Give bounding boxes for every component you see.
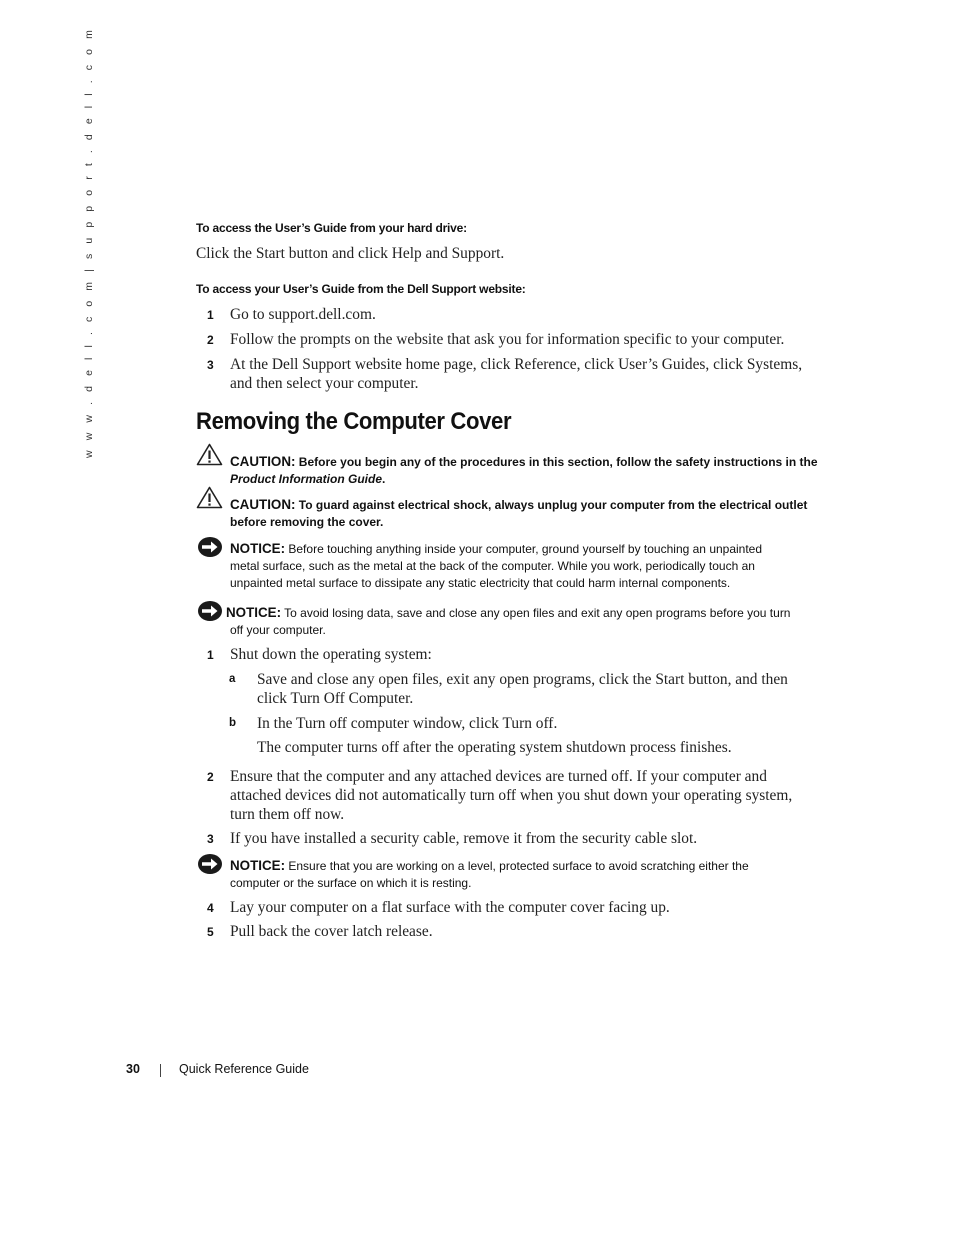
substep-letter: b <box>229 717 237 729</box>
notice-icon <box>197 853 223 875</box>
procedure-step-2: Ensure that the computer and any attached devices are turned off. If your computer and attached devices did not automatically turn off when you shut down your operating system, turn them off now. <box>230 768 793 823</box>
footer-title: Quick Reference Guide <box>179 1062 309 1076</box>
notice-icon <box>197 600 223 622</box>
page-number: 30 <box>126 1062 140 1076</box>
hard-drive-instruction: Click the Start button and click Help and Support. <box>196 245 505 262</box>
procedure-substep-b: In the Turn off computer window, click Turn off. <box>257 715 558 732</box>
hard-drive-heading: To access the User’s Guide from your hard drive: <box>196 221 467 235</box>
step-number: 4 <box>207 901 214 915</box>
step-number: 3 <box>207 358 214 372</box>
procedure-step-5: Pull back the cover latch release. <box>230 923 433 940</box>
caution-icon <box>196 443 223 466</box>
notice-ground-yourself: NOTICE: Before touching anything inside your computer, ground yourself by touching an unpainted metal surface, such as the metal at the back of the computer. While you work, periodically touch an unpainted metal surface to dissipate any static electricity that could harm internal components. <box>230 541 763 590</box>
step-number: 1 <box>207 308 214 322</box>
notice-save-data: NOTICE: To avoid losing data, save and close any open files and exit any open programs before you turn off your computer. <box>226 605 791 637</box>
notice-icon <box>197 536 223 558</box>
page-title: Removing the Computer Cover <box>196 408 512 435</box>
caution-icon <box>196 486 223 509</box>
step-number: 2 <box>207 770 214 784</box>
side-url: w w w . d e l l . c o m | s u p p o r t . d e l l . c o m <box>83 26 95 458</box>
procedure-step-1: Shut down the operating system: <box>230 646 432 663</box>
step-number: 1 <box>207 648 214 662</box>
substep-b-result: The computer turns off after the operating system shutdown process finishes. <box>257 739 732 756</box>
step-number: 5 <box>207 925 214 939</box>
caution-electrical-safety: CAUTION: Before you begin any of the procedures in this section, follow the safety instructions in the Product Information Guide. <box>230 454 818 486</box>
substep-letter: a <box>229 673 236 685</box>
website-step-1: Go to support.dell.com. <box>230 306 376 323</box>
website-heading: To access your User’s Guide from the Dell Support website: <box>196 282 526 296</box>
footer-divider <box>160 1064 161 1077</box>
step-number: 3 <box>207 832 214 846</box>
website-step-2: Follow the prompts on the website that ask you for information specific to your computer. <box>230 331 785 348</box>
procedure-step-3: If you have installed a security cable, remove it from the security cable slot. <box>230 830 698 847</box>
procedure-substep-a: Save and close any open files, exit any open programs, click the Start button, and then click Turn Off Computer. <box>257 671 788 707</box>
website-step-3: At the Dell Support website home page, click Reference, click User’s Guides, click Systems, and then select your computer. <box>230 356 803 392</box>
caution-unplug: CAUTION: To guard against electrical shock, always unplug your computer from the electrical outlet before removing the cover. <box>230 497 808 529</box>
procedure-step-4: Lay your computer on a flat surface with the computer cover facing up. <box>230 899 670 916</box>
notice-level-surface: NOTICE: Ensure that you are working on a level, protected surface to avoid scratching either the computer or the surface on which it is resting. <box>230 858 749 890</box>
step-number: 2 <box>207 333 214 347</box>
